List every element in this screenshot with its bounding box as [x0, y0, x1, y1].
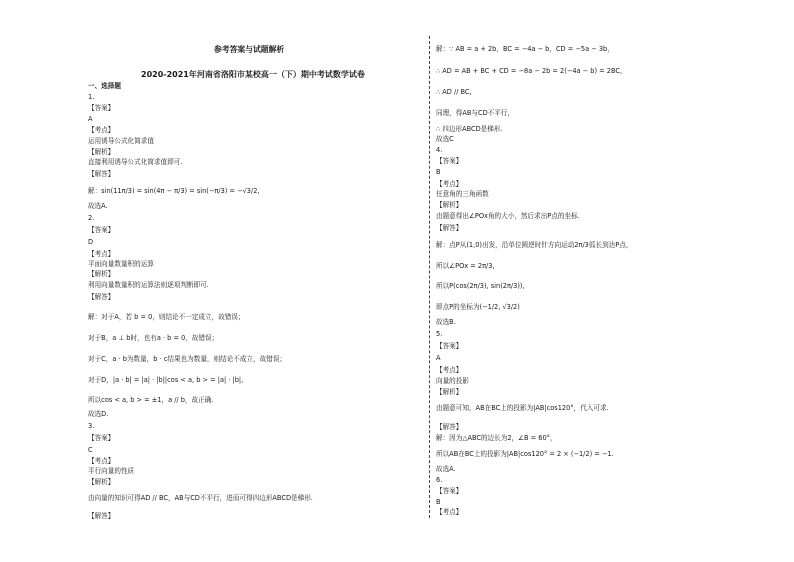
choice-text: 故选B. [436, 318, 456, 326]
doc-title: 参考答案与试题解析 [214, 45, 285, 54]
analysis-label: 【解析】 [88, 270, 115, 278]
answer-label: 【答案】 [88, 226, 115, 234]
column-divider [429, 36, 430, 518]
solution-label: 【解答】 [88, 293, 115, 301]
solution-text: ∴ AD = AB + BC + CD = −8a − 2b = 2(−4a − b) = 2BC, [436, 67, 623, 75]
solution-label: 【解答】 [88, 512, 115, 520]
topic-label: 【考点】 [88, 457, 115, 465]
topic-text: 任意角的三角函数 [436, 190, 489, 198]
topic-text: 平面向量数量积的运算 [88, 260, 154, 268]
topic-text: 向量的投影 [436, 377, 469, 385]
topic-label: 【考点】 [88, 126, 115, 134]
question-number: 4. [436, 146, 443, 154]
solution-text: 解：sin(11π/3) = sin(4π − π/3) = sin(−π/3) = −√3/2, [88, 187, 260, 195]
solution-text: 对于C，a · b为数量，b · c结果也为数量，则结论不成立，故错误； [88, 355, 287, 363]
choice-text: 故选A. [436, 465, 456, 473]
choice-text: 故选A. [88, 202, 108, 210]
analysis-label: 【解析】 [436, 201, 463, 209]
question-number: 1. [88, 93, 95, 101]
solution-label: 【解答】 [436, 423, 463, 431]
choice-text: 故选D. [88, 410, 109, 418]
solution-label: 【解答】 [436, 224, 463, 232]
analysis-text: 由向量的知识可得AD // BC，AB与CD不平行，进而可得四边形ABCD是梯形. [88, 494, 313, 502]
answer-label: 【答案】 [436, 342, 463, 350]
topic-label: 【考点】 [436, 366, 463, 374]
answer-value: D [88, 238, 94, 246]
analysis-label: 【解析】 [88, 478, 115, 486]
solution-text: ∴ 四边形ABCD是梯形. [436, 125, 503, 133]
question-number: 2. [88, 214, 95, 222]
topic-text: 运用诱导公式化简求值 [88, 137, 154, 145]
question-number: 6. [436, 476, 443, 484]
solution-text: 所以∠POx = 2π/3, [436, 262, 495, 270]
analysis-text: 由题意得出∠POx角的大小，然后求出P点的坐标. [436, 212, 580, 220]
analysis-label: 【解析】 [436, 388, 463, 396]
solution-label: 【解答】 [88, 170, 115, 178]
solution-text: 所以cos < a, b > = ±1，a // b，故正确. [88, 396, 214, 404]
answer-label: 【答案】 [436, 487, 463, 495]
solution-text: 同理，得AB与CD不平行， [436, 109, 515, 117]
solution-text: 对于D，|a · b| = |a| · |b||cos < a, b > = |a| · |b|, [88, 376, 244, 384]
topic-label: 【考点】 [436, 180, 463, 188]
analysis-text: 利用向量数量积的运算法则逐项判断即可. [88, 281, 209, 289]
answer-label: 【答案】 [88, 104, 115, 112]
answer-value: C [88, 446, 93, 454]
analysis-text: 直接利用诱导公式化简求值即可. [88, 158, 183, 166]
answer-label: 【答案】 [436, 157, 463, 165]
analysis-text: 由题意可知，AB在BC上的投影为|AB|cos120°，代入可求. [436, 404, 609, 412]
answer-label: 【答案】 [88, 434, 115, 442]
topic-label: 【考点】 [88, 250, 115, 258]
solution-text: 所以P(cos(2π/3), sin(2π/3)), [436, 282, 525, 290]
answer-value: A [88, 115, 93, 123]
choice-text: 故选C [436, 135, 454, 143]
solution-text: 对于B，a ⊥ b时，也有a · b = 0，故错误； [88, 334, 219, 342]
solution-text: 解：点P从(1,0)出发，沿单位圆逆时针方向运动2π/3弧长到达P点， [436, 241, 633, 249]
analysis-label: 【解析】 [88, 148, 115, 156]
solution-text: 所以AB在BC上的投影为|AB|cos120° = 2 × (−1/2) = −1. [436, 450, 614, 458]
solution-text: 解：因为△ABC的边长为2，∠B = 60°， [436, 434, 557, 442]
question-number: 5. [436, 330, 443, 338]
exam-title: 2020-2021年河南省洛阳市某校高一（下）期中考试数学试卷 [141, 70, 365, 79]
solution-text: 解：∵ AB = a + 2b，BC = −4a − b，CD = −5a − 3b， [436, 45, 614, 53]
solution-text: 即点P的坐标为(−1/2, √3/2) [436, 303, 520, 311]
topic-text: 平行向量的性质 [88, 467, 135, 475]
section-heading: 一、选择题 [88, 82, 121, 90]
solution-text: 解：对于A，若 b = 0，则结论不一定成立，故错误； [88, 313, 245, 321]
answer-value: B [436, 168, 441, 176]
question-number: 3. [88, 422, 95, 430]
answer-value: A [436, 354, 441, 362]
answer-value: B [436, 498, 441, 506]
solution-text: ∴ AD // BC, [436, 88, 472, 96]
topic-label: 【考点】 [436, 508, 463, 516]
